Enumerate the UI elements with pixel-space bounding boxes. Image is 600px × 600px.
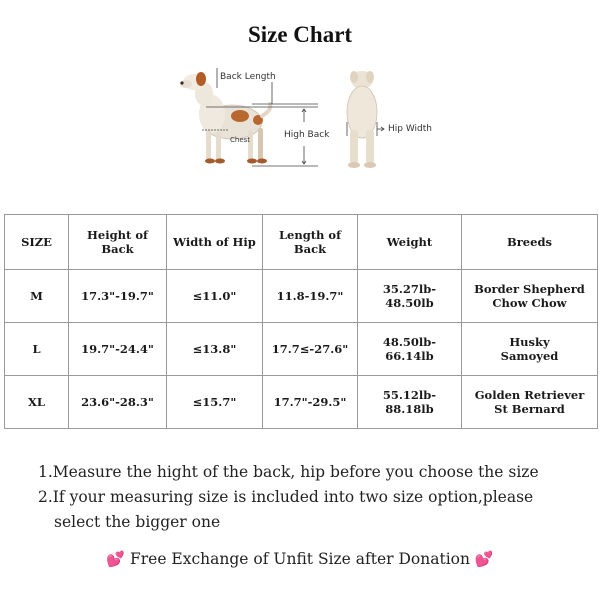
breed-name: St Bernard xyxy=(494,402,565,416)
high-back-label: High Back xyxy=(284,130,330,140)
two-hearts-icon: 💕 xyxy=(474,550,494,568)
breed-name: Chow Chow xyxy=(492,296,567,310)
weight-cell: 35.27lb-48.50lb xyxy=(358,270,462,323)
footer-note xyxy=(0,550,600,568)
back-length-label: Back Length xyxy=(220,72,276,82)
header-length-of-back: Length of Back xyxy=(263,215,358,270)
header-breeds: Breeds xyxy=(462,215,598,270)
breeds-cell xyxy=(462,270,598,323)
size-table xyxy=(4,214,598,429)
breed-name: Husky xyxy=(509,335,550,349)
hip-cell: ≤11.0" xyxy=(167,270,263,323)
hip-width-label: Hip Width xyxy=(388,124,432,134)
breeds-cell xyxy=(462,323,598,376)
hip-cell: ≤13.8" xyxy=(167,323,263,376)
breed-name: Samoyed xyxy=(500,349,559,363)
page-title: Size Chart xyxy=(247,22,353,47)
table-row xyxy=(5,323,598,376)
size-cell: L xyxy=(5,323,69,376)
instruction-2: 2.If your measuring size is included into two size option,please xyxy=(38,488,534,506)
table-row xyxy=(5,270,598,323)
instruction-2-continued: select the bigger one xyxy=(54,513,221,531)
header-width-of-hip: Width of Hip xyxy=(167,215,263,270)
size-cell: M xyxy=(5,270,69,323)
header-weight: Weight xyxy=(358,215,462,270)
height-cell: 19.7"-24.4" xyxy=(69,323,167,376)
length-cell: 17.7≤-27.6" xyxy=(263,323,358,376)
header-size: SIZE xyxy=(5,215,69,270)
chest-label: Chest xyxy=(230,136,251,144)
height-cell: 17.3"-19.7" xyxy=(69,270,167,323)
header-height-of-back: Height of Back xyxy=(69,215,167,270)
dog-measurement-illustration xyxy=(170,60,440,180)
height-cell: 23.6"-28.3" xyxy=(69,376,167,429)
weight-cell: 55.12lb-88.18lb xyxy=(358,376,462,429)
dog-side-view xyxy=(180,72,270,164)
footer-text: Free Exchange of Unfit Size after Donation xyxy=(130,550,470,568)
instructions xyxy=(38,460,578,535)
length-cell: 11.8-19.7" xyxy=(263,270,358,323)
table-row xyxy=(5,376,598,429)
dog-illustration-svg xyxy=(170,60,440,180)
length-cell: 17.7"-29.5" xyxy=(263,376,358,429)
breeds-cell xyxy=(462,376,598,429)
table-header-row xyxy=(5,215,598,270)
hip-cell: ≤15.7" xyxy=(167,376,263,429)
weight-cell: 48.50lb-66.14lb xyxy=(358,323,462,376)
two-hearts-icon: 💕 xyxy=(106,550,126,568)
breed-name: Golden Retriever xyxy=(474,388,585,402)
instruction-1: 1.Measure the hight of the back, hip before you choose the size xyxy=(38,463,539,481)
dog-rear-view xyxy=(347,71,377,168)
size-cell: XL xyxy=(5,376,69,429)
breed-name: Border Shepherd xyxy=(474,282,585,296)
